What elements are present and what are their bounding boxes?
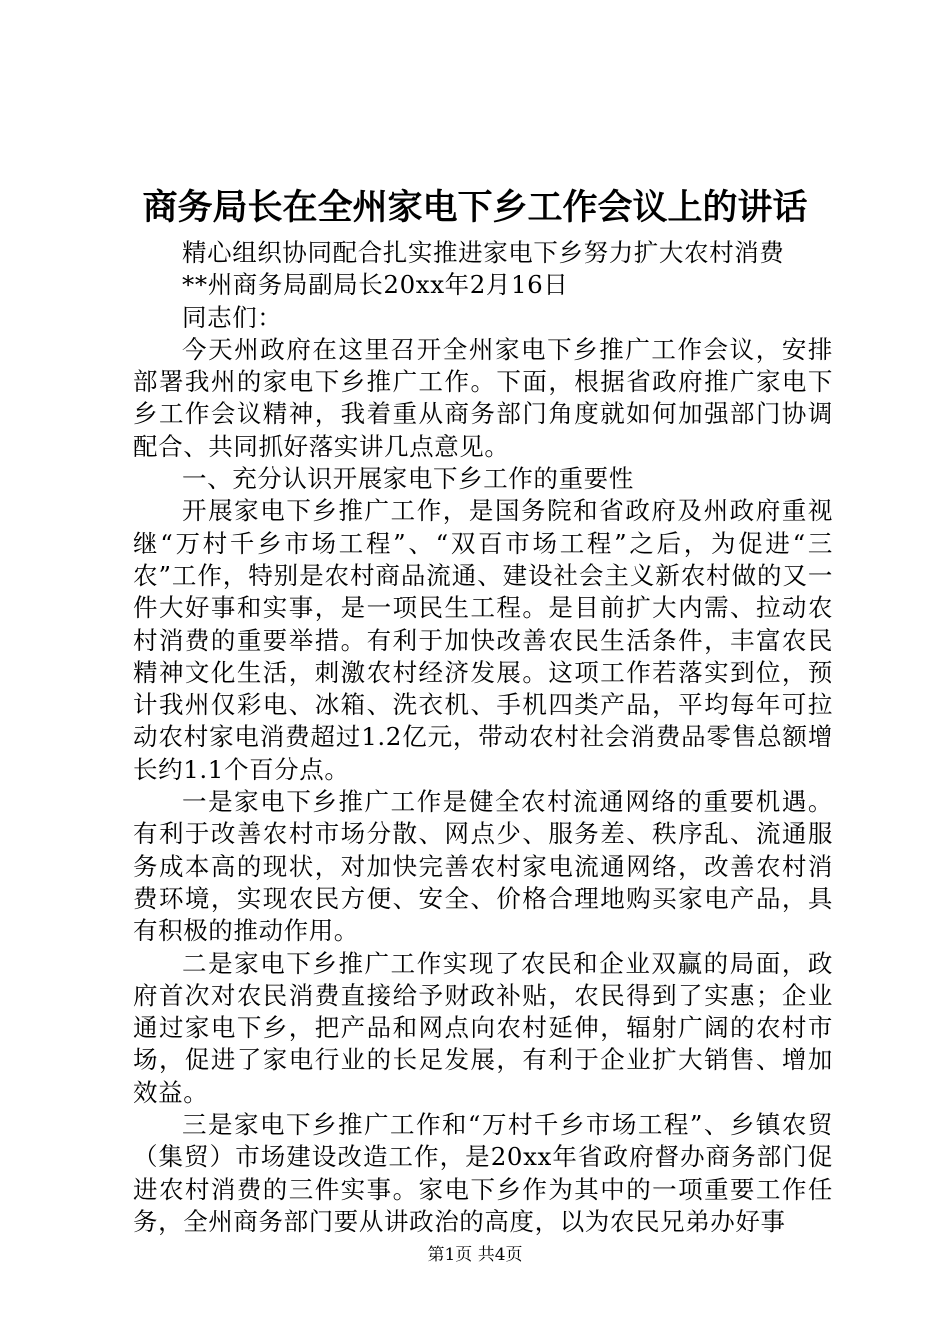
page-footer: 第1页 共4页 (427, 1245, 523, 1265)
salutation: 同志们： (182, 302, 283, 332)
document-title: 商务局长在全州家电下乡工作会议上的讲话 (142, 187, 808, 228)
subtitle-line: 精心组织协同配合扎实推进家电下乡努力扩大农村消费 (182, 238, 785, 267)
body-paragraph: 三是家电下乡推广工作和“万村千乡市场工程”、乡镇农贸（集贸）市场建设改造工作，是20xx年省政府督办商务部门促进农村消费的三件实事。家电下乡作为其中的一项重要工作任务，全州商务部门要从讲政治的高度，以为农民兄弟办好事 (133, 1110, 833, 1236)
body-paragraph: 今天州政府在这里召开全州家电下乡推广工作会议，安排部署我州的家电下乡推广工作。下面，根据省政府推广家电下乡工作会议精神，我着重从商务部门角度就如何加强部门协调配合、共同抓好落实讲几点意见。 (133, 334, 833, 461)
section-heading: 一、充分认识开展家电下乡工作的重要性 (182, 464, 634, 494)
speaker-line: **州商务局副局长20xx年2月16日 (182, 270, 569, 300)
body-paragraph: 二是家电下乡推广工作实现了农民和企业双赢的局面，政府首次对农民消费直接给予财政补贴，农民得到了实惠；企业通过家电下乡，把产品和网点向农村延伸，辐射广阔的农村市场，促进了家电行业的长足发展，有利于企业扩大销售、增加效益。 (133, 948, 833, 1107)
body-paragraph: 一是家电下乡推广工作是健全农村流通网络的重要机遇。有利于改善农村市场分散、网点少、服务差、秩序乱、流通服务成本高的现状，对加快完善农村家电流通网络，改善农村消费环境，实现农民方便、安全、价格合理地购买家电产品，具有积极的推动作用。 (133, 787, 833, 946)
document-body (133, 237, 833, 1238)
body-paragraph: 开展家电下乡推广工作，是国务院和省政府及州政府重视继“万村千乡市场工程”、“双百市场工程”之后，为促进“三农”工作，特别是农村商品流通、建设社会主义新农村做的又一件大好事和实事，是一项民生工程。是目前扩大内需、拉动农村消费的重要举措。有利于加快改善农民生活条件，丰富农民精神文化生活，刺激农村经济发展。这项工作若落实到位，预计我州仅彩电、冰箱、洗衣机、手机四类产品，平均每年可拉动农村家电消费超过1.2亿元，带动农村社会消费品零售总额增长约1.1个百分点。 (133, 496, 833, 784)
